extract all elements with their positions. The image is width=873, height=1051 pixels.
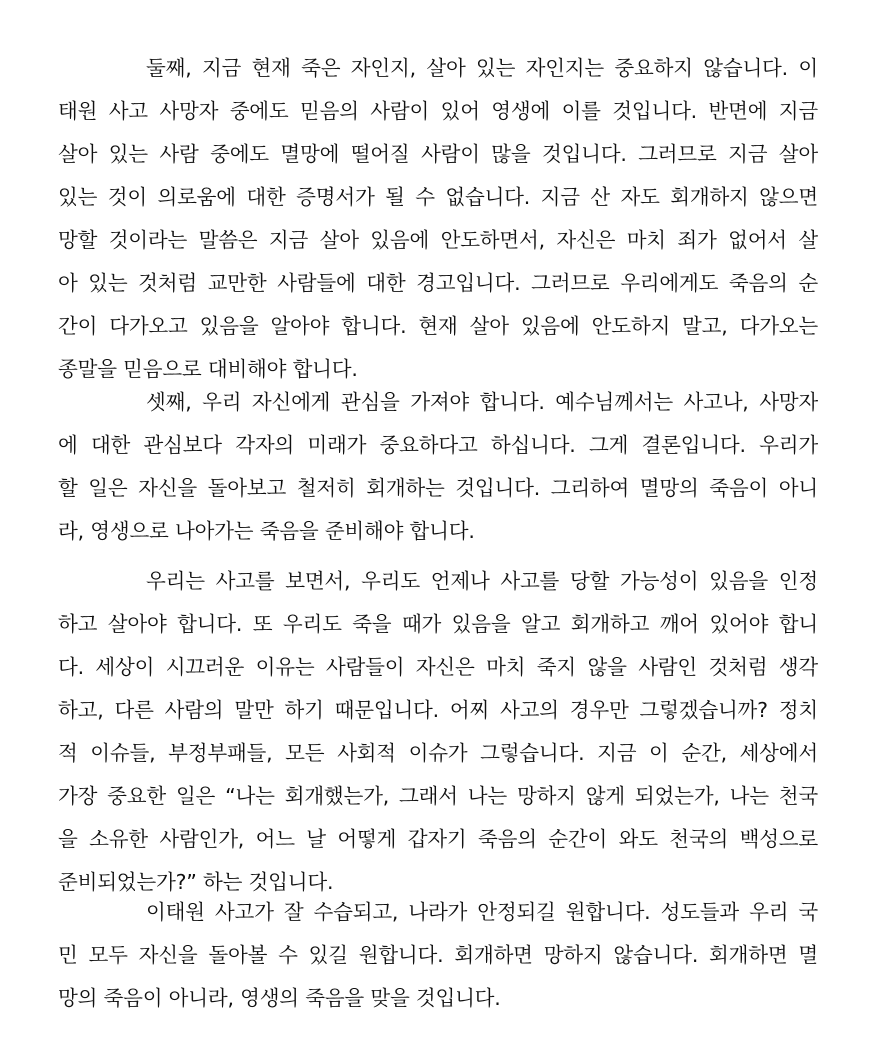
text-line: 종말을 믿음으로 대비해야 합니다. <box>58 357 358 381</box>
text-line: 하고, 다른 사람의 말만 하기 때문입니다. 어찌 사고의 경우만 그렇겠습니까? 정치 <box>58 698 818 722</box>
text-line: 가장 중요한 일은 “나는 회개했는가, 그래서 나는 망하지 않게 되었는가, 나는 천국 <box>58 784 818 808</box>
text-line: 에 대한 관심보다 각자의 미래가 중요하다고 하십니다. 그게 결론입니다. 우리가 <box>58 433 818 457</box>
paragraph-second-point <box>58 47 818 391</box>
text-line: 있는 것이 의로움에 대한 증명서가 될 수 없습니다. 지금 산 자도 회개하지 않으면 <box>58 185 818 209</box>
text-line: 다. 세상이 시끄러운 이유는 사람들이 자신은 마치 죽지 않을 사람인 것처럼 생각 <box>58 655 818 679</box>
paragraph-repentance <box>58 560 818 904</box>
text-line: 태원 사고 사망자 중에도 믿음의 사람이 있어 영생에 이를 것입니다. 반면에 지금 <box>58 99 818 123</box>
paragraph-closing <box>58 891 818 1020</box>
paragraph-third-point <box>58 381 818 553</box>
text-line: 이태원 사고가 잘 수습되고, 나라가 안정되길 원합니다. 성도들과 우리 국 <box>146 900 818 924</box>
text-line: 간이 다가오고 있음을 알아야 합니다. 현재 살아 있음에 안도하지 말고, 다가오는 <box>58 314 818 338</box>
text-line: 우리는 사고를 보면서, 우리도 언제나 사고를 당할 가능성이 있음을 인정 <box>146 569 818 593</box>
text-line: 하고 살아야 합니다. 또 우리도 죽을 때가 있음을 알고 회개하고 깨어 있어야 합니 <box>58 612 818 636</box>
text-line: 망할 것이라는 말씀은 지금 살아 있음에 안도하면서, 자신은 마치 죄가 없어서 살 <box>58 228 818 252</box>
text-line: 할 일은 자신을 돌아보고 철저히 회개하는 것입니다. 그리하여 멸망의 죽음이 아니 <box>58 476 818 500</box>
text-line: 민 모두 자신을 돌아볼 수 있길 원합니다. 회개하면 망하지 않습니다. 회개하면 멸 <box>58 943 818 967</box>
text-line: 망의 죽음이 아니라, 영생의 죽음을 맞을 것입니다. <box>58 986 501 1010</box>
text-line: 둘째, 지금 현재 죽은 자인지, 살아 있는 자인지는 중요하지 않습니다. 이 <box>146 56 818 80</box>
text-line: 적 이슈들, 부정부패들, 모든 사회적 이슈가 그렇습니다. 지금 이 순간, 세상에서 <box>58 741 818 765</box>
text-line: 살아 있는 사람 중에도 멸망에 떨어질 사람이 많을 것입니다. 그러므로 지금 살아 <box>58 142 818 166</box>
text-line: 아 있는 것처럼 교만한 사람들에 대한 경고입니다. 그러므로 우리에게도 죽음의 순 <box>58 271 818 295</box>
text-line: 셋째, 우리 자신에게 관심을 가져야 합니다. 예수님께서는 사고나, 사망자 <box>146 390 818 414</box>
text-line: 준비되었는가?” 하는 것입니다. <box>58 870 334 894</box>
text-line: 라, 영생으로 나아가는 죽음을 준비해야 합니다. <box>58 519 475 543</box>
text-line: 을 소유한 사람인가, 어느 날 어떻게 갑자기 죽음의 순간이 와도 천국의 백성으로 <box>58 827 818 851</box>
